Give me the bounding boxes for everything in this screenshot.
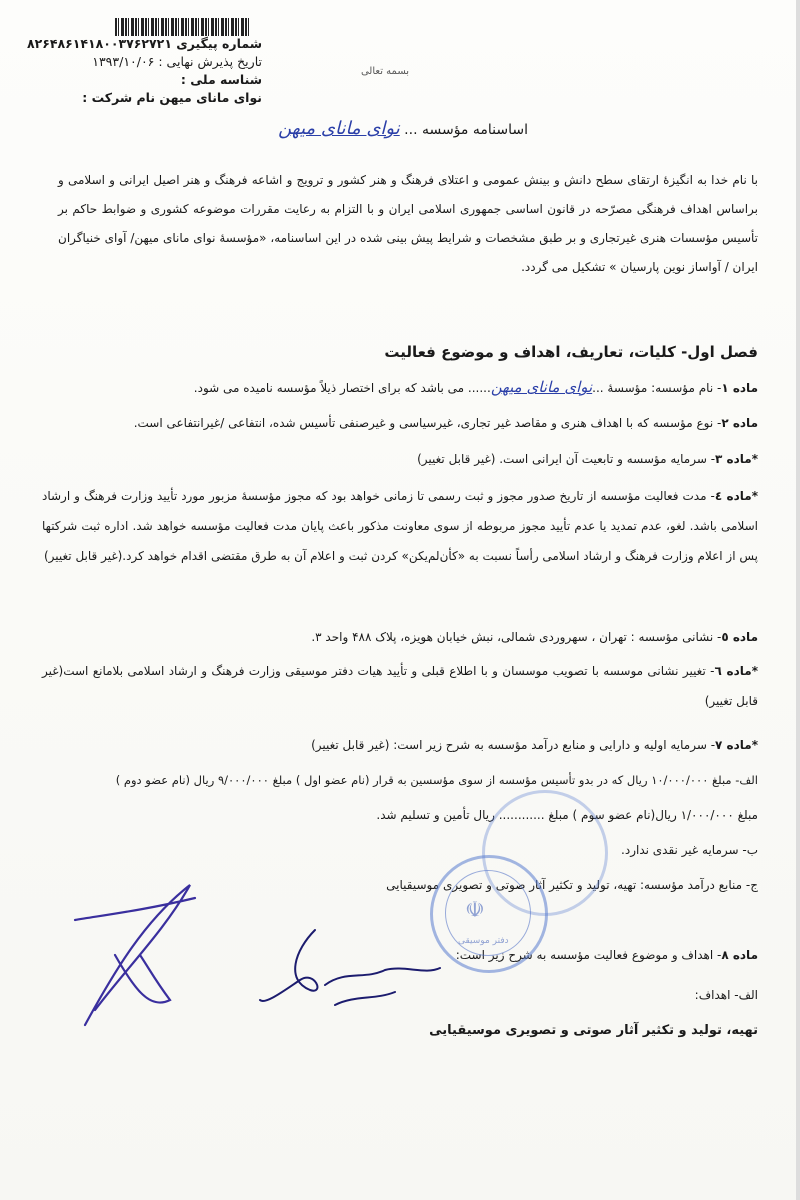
article-5 — [42, 622, 758, 652]
seal-emblem-icon: ☫ — [465, 898, 485, 923]
article-7-label: *ماده ۷ — [715, 738, 758, 752]
tracking-number: شماره پیگیری ۸۲۶۴۸۶۱۴۱۸۰۰۳۷۶۲۷۲۱ — [26, 36, 262, 51]
article-7-text: - سرمایه اولیه و دارایی و منابع درآمد مؤسسه به شرح زیر است: (غیر قابل تغییر) — [311, 738, 716, 752]
basmala: بسمه تعالی — [360, 66, 410, 77]
article-3 — [42, 444, 758, 474]
article-7-item-jim: ج- منابع درآمد مؤسسه: تهیه، تولید و تکثیر آثار صوتی و تصویری موسیقیایی — [386, 878, 758, 892]
article-1-label: ماده ۱ — [721, 381, 758, 395]
article-4-text: - مدت فعالیت مؤسسه از تاریخ صدور مجوز و ثبت رسمی تا زمانی خواهد بود که مجوز مؤسسهٔ مزبور مورد تأیید وزارت فرهنگ و ارشاد اسلامی باشد. لغو، عدم تمدید یا عدم تأیید مجوز مربوطه از سوی معاونت مذکور باعث پایان مدت فعالیت مؤسسه خواهد شد. اداره ثبت شرکتها پس از اعلام وزارت فرهنگ و ارشاد اسلامی رأساً نسبت به «کأن‌لم‌یکن» کردن ثبت و اعلام آن به طرق مقتضی اقدام خواهد کرد.(غیر قابل تغییر) — [42, 489, 758, 563]
article-7-item-alef-cont: مبلغ ۱/۰۰۰/۰۰۰ ریال(نام عضو سوم ) مبلغ ............ ریال تأمین و تسلیم شد. — [376, 808, 758, 822]
article-4-label: *ماده ٤ — [714, 489, 758, 503]
scan-edge — [796, 0, 800, 1200]
article-6-label: *ماده ٦ — [714, 664, 758, 678]
article-8-goal: تهیه، تولید و تکثیر آثار صوتی و تصویری موسیقیایی — [429, 1023, 758, 1038]
article-7 — [42, 730, 758, 760]
company-name-label: نوای مانای میهن نام شرکت : — [82, 90, 262, 105]
seal-text: دفتر موسیقی — [458, 936, 509, 946]
article-2-text: - نوع مؤسسه که با اهداف هنری و مقاصد غیر تجاری، غیرسیاسی و غیرصنفی تأسیس شده، انتفاعی /غیرانتفاعی است. — [133, 416, 722, 430]
handwritten-institute-name: نوای مانای میهن — [278, 118, 400, 139]
article-8-text: - اهداف و موضوع فعالیت مؤسسه به شرح زیر است: — [455, 948, 722, 962]
article-6-text: - تغییر نشانی موسسه با تصویب موسسان و با اطلاع قبلی و تأیید هیات دفتر موسیقی وزارت فرهنگ و ارشاد اسلامی بلامانع است(غیر قابل تغییر) — [42, 664, 758, 708]
signature-left — [55, 860, 215, 1040]
signature-middle — [255, 910, 445, 1030]
article-2-label: ماده ۲ — [721, 416, 758, 430]
document-title — [278, 118, 528, 139]
article-5-text: - نشانی مؤسسه : تهران ، سهروردی شمالی، نبش خیابان هویزه، پلاک ۴۸۸ واحد ۳. — [311, 630, 722, 644]
article-6 — [42, 656, 758, 716]
chapter-heading: فصل اول- کلیات، تعاریف، اهداف و موضوع فعالیت — [384, 343, 758, 361]
title-prefix: اساسنامه مؤسسه ... — [404, 122, 528, 138]
intro-paragraph: با نام خدا به انگیزۀ ارتقای سطح دانش و بینش عمومی و اعتلای فرهنگ و هنر کشور و ترویج و اشاعه فرهنگ و هنر اصیل ایرانی و اسلامی و براساس اهداف فرهنگی مصرّحه در قانون اساسی جمهوری اسلامی ایران و با التزام به رعایت مقررات موضوعه کشوری و ضوابط حاکم بر تأسیس مؤسسات هنری غیرتجاری و بر طبق مشخصات و شرایط پیش بینی شده در این اساسنامه، «مؤسسهٔ نوای مانای میهن/ آوای خنیاگران ایران / آواساز نوین پارسیان » تشکیل می گردد. — [58, 173, 758, 274]
article-3-label: *ماده ۳ — [715, 452, 758, 466]
article-8-goals-label: الف- اهداف: — [694, 988, 758, 1002]
national-id-label: شناسه ملی : — [180, 72, 262, 87]
article-1-handwritten: نوای مانای میهن — [490, 378, 593, 396]
article-5-label: ماده ٥ — [721, 630, 758, 644]
article-1-text: - نام مؤسسه: مؤسسهٔ ... — [592, 381, 722, 395]
article-4 — [42, 481, 758, 571]
article-1-tail: ...... می باشد که برای اختصار ذیلاً مؤسسه نامیده می شود. — [193, 381, 491, 395]
article-8-label: ماده ۸ — [721, 948, 758, 962]
article-3-text: - سرمایه مؤسسه و تابعیت آن ایرانی است. (غیر قابل تغییر) — [417, 452, 716, 466]
article-7-item-alef: الف- مبلغ ۱۰/۰۰۰/۰۰۰ ریال که در بدو تأسیس مؤسسه از سوی مؤسسین به قرار (نام عضو اول ) مبلغ ۹/۰۰۰/۰۰۰ ریال (نام عضو دوم ) — [115, 773, 758, 787]
article-7-item-be: ب- سرمایه غیر نقدی ندارد. — [621, 843, 758, 857]
secondary-seal — [482, 790, 608, 916]
acceptance-date: تاریخ پذیرش نهایی : ۱۳۹۳/۱۰/۰۶ — [92, 54, 262, 69]
article-2 — [42, 408, 758, 438]
barcode — [115, 18, 250, 36]
article-1 — [42, 372, 758, 403]
